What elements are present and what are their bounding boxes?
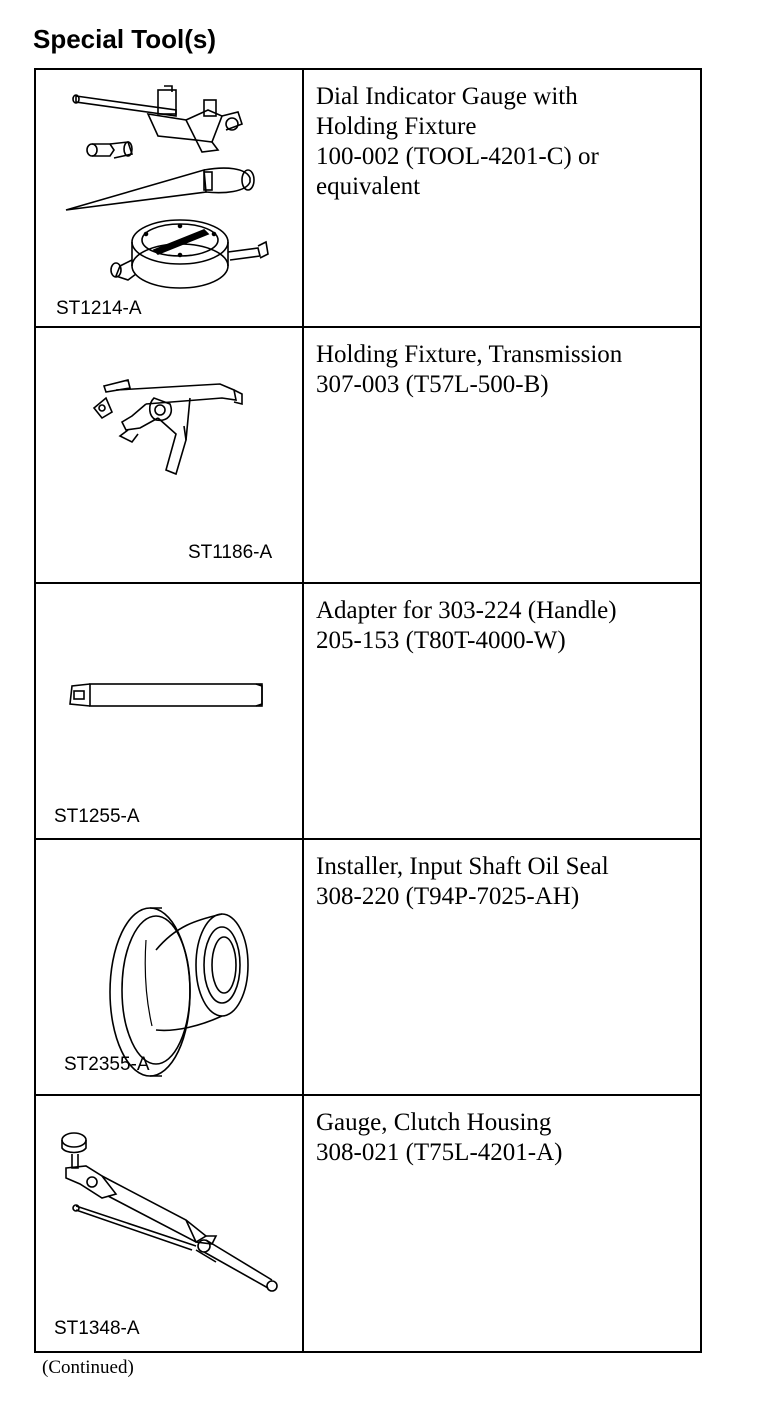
tool-description xyxy=(304,1096,700,1351)
tool-description xyxy=(304,584,700,838)
tool-description-line: 205-153 (T80T-4000-W) xyxy=(316,627,566,654)
tool-description-line: 308-220 (T94P-7025-AH) xyxy=(316,883,580,910)
tool-code: ST2355-A xyxy=(64,1054,150,1075)
tool-description-line: Holding Fixture, Transmission xyxy=(316,341,623,368)
table-row xyxy=(36,328,700,584)
tool-description-line: Dial Indicator Gauge with xyxy=(316,83,578,110)
tool-description-line: Adapter for 303-224 (Handle) xyxy=(316,597,617,624)
tool-image-cell xyxy=(36,840,304,1094)
tool-image-cell xyxy=(36,1096,304,1351)
tool-description-line: equivalent xyxy=(316,173,421,200)
tool-image-cell xyxy=(36,328,304,582)
tool-code: ST1214-A xyxy=(56,298,142,319)
tool-description-line: 100-002 (TOOL-4201-C) or xyxy=(316,143,599,170)
tool-description-line: Holding Fixture xyxy=(316,113,477,140)
tool-description-line: 308-021 (T75L-4201-A) xyxy=(316,1139,563,1166)
tool-description xyxy=(304,70,700,326)
dial-indicator-gauge-icon xyxy=(36,70,304,326)
tool-description-line: Gauge, Clutch Housing xyxy=(316,1109,552,1136)
tool-code: ST1186-A xyxy=(188,542,273,563)
tool-image-cell xyxy=(36,70,304,326)
table-row xyxy=(36,840,700,1096)
tool-description xyxy=(304,328,700,582)
tool-description xyxy=(304,840,700,1094)
tool-code: ST1348-A xyxy=(54,1318,140,1339)
adapter-bar-icon xyxy=(36,584,304,838)
tool-image-cell xyxy=(36,584,304,838)
tool-code: ST1255-A xyxy=(54,806,140,827)
table-row xyxy=(36,584,700,840)
clutch-housing-gauge-icon xyxy=(36,1096,304,1349)
table-row xyxy=(36,70,700,328)
table-row xyxy=(36,1096,700,1351)
tool-description-line: 307-003 (T57L-500-B) xyxy=(316,371,549,398)
tool-description-line: Installer, Input Shaft Oil Seal xyxy=(316,853,609,880)
page-title: Special Tool(s) xyxy=(33,24,216,54)
continued-note: (Continued) xyxy=(42,1357,134,1378)
special-tools-table xyxy=(34,68,702,1353)
